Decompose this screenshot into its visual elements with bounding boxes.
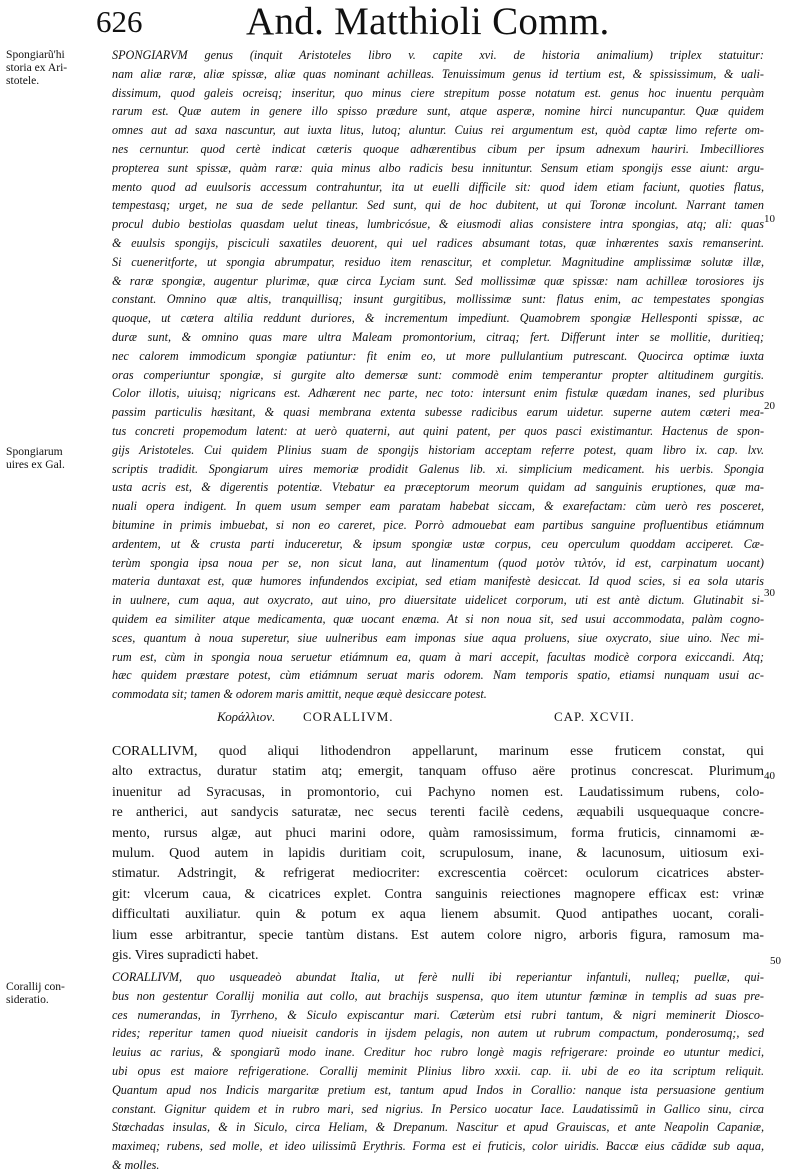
sidenote-line: uires ex Gal. [6,458,65,471]
text-line: bitumine in primis imbuebat, si non eo careret, pice. Porrò admouebat eam partibus sanguine profluentibus etiámnum [112,517,764,532]
text-line: rum est, cùm in spongia noua seruetur etiámnum ea, quam à mari accepit, facultas modicè corpora exiccandi. Atq; [112,649,764,664]
line-number: 20 [764,400,775,412]
text-line: duræ sunt, & omnino quas mare ultra Maleam promontorium, citraq; fert. Differunt inter se mollitie, duritieq; [112,329,764,344]
text-line: tempestasq; urget, ne sua de sede pellantur. Sed sunt, qui de hoc dubitent, ut qui Toronæ incolunt. Narrant tamen [112,198,764,213]
text-line: oras comperiuntur spongiæ, si gurgite alto demersæ sunt: commodè enim temperantur propter altitudinem gurgitis. [112,367,764,382]
text-line: lium esse arbitrantur, specie tantùm distans. Est autem colore nigro, arboris figura, ramosum ma- [112,926,764,942]
text-line: materia duntaxat est, quæ humores infundendos excipiat, sed etiam manifestè desiccat. Id quod scies, si ea sola utaris [112,574,764,589]
text-line: nam aliæ raræ, aliæ spissæ, aliæ quas nominant achilleas. Tenuissimum genus id tertium est, & spississimum, & uali- [112,66,764,81]
text-line: ardentem, ut & crusta parti induceretur, & ipsum spongiæ ustæ corpus, ceu operculum quoddam acciperet. Cæ- [112,536,764,551]
text-line: CORALLIVM, quo usqueadeò abundat Italia, ut ferè nulli ibi reperiantur infantuli, nulleq; puellæ, qui- [112,970,764,984]
text-line: & raræ spongiæ, augentur plurimæ, quæ circa Lyciam sunt. Sed mollissimæ quæ spissæ: nam achilleæ torosiores ijs [112,273,764,288]
line-number: 30 [764,587,775,599]
corallium-commentary [112,968,764,1175]
sidenote-line: Spongiarum [6,445,63,458]
sidenote-line: sideratio. [6,993,49,1006]
text-line: & molles. [112,1157,160,1172]
text-line: nes cernuntur. quod certè indicat cæteris quoque adhærentibus cibum per ipsum adnexum hauriri. Imbecilliores [112,141,764,156]
text-line: propterea sunt spissæ, quàm raræ: quia minus albo radicis besu innituntur. Sensum etiam spongijs esse aiunt: argu- [112,160,764,175]
line-number: 10 [764,213,775,225]
sidenote-corallij [6,980,94,1006]
text-line: constant. Gignitur quidem et in rubro mari, sed nigrius. In Persico uocatur Iace. Laudatissimũ in Gallico sinu, circa [112,1101,764,1116]
text-line: mento quod ad euulsoris accessum contrahuntur, ita ut euelli difficile sit: quod idem etiam faciunt, quoties flatus, [112,179,764,194]
chapter-heading [0,707,787,729]
text-line: mento, rursus algæ, aut phuci marini odore, quàm ramosissimum, forma fruticis, cinnamomi æ- [112,824,764,840]
text-line: nec calorem immodicum spongiæ patiuntur: fit enim eo, ut more pullulantium putrescant. Quocirca optimæ iuxta [112,348,764,363]
text-line: CORALLIVM, quod aliqui lithodendron appellarunt, marinum esse fruticem constat, qui [112,743,764,758]
text-line: ubi opus est maiore refrigeratione. Corallij meminit Plinius libro xxxii. cap. ii. ubi de eo ita scriptum reliquit. [112,1063,764,1078]
text-line: bus non gestentur Corallij monilia aut collo, aut brachijs suspensa, quo item utuntur fœminæ in templis ad suas pre- [112,988,764,1003]
text-line: quoque, ut cætera altilia reddunt duriores, & incrementum impediunt. Quamobrem spongiæ Hellesponti spissæ, ac [112,311,764,326]
text-line: & euulsis spongijs, pisciculi saxatiles deuorent, qui uel radices absumant totas, quæ inhærentes saxis remanserint. [112,235,764,250]
chapter-number: CAP. XCVII. [554,709,635,724]
text-line: scriptis tradidit. Spongiarum uires memoriæ prodidit Galenus lib. xi. simplicium medicament. his uerbis. Spongia [112,461,764,476]
text-line: dissimum, quod galeis ocreisq; inseritur, quo minus ciere strepitum posse notatum est. genus hoc inuentu perquàm [112,85,764,100]
text-line: commodata sit; tamen & odorem maris amittit, neque æquè desiccare potest. [112,687,487,702]
text-line: alto extractus, duratur statim atq; emergit, tanquam offuso aëre protinus concrescat. Plurimum [112,763,764,779]
text-line: Quantum apud nos Indicis margaritæ pretium est, tantum apud Indos in Corallio: nanque ista persuasione gentium [112,1082,764,1097]
text-line: gis. Vires supradicti habet. [112,946,259,962]
text-line: rides; reperitur tamen quod niueisit candoris in ijsdem pelagis, non autem ut rubrum compactum, ponderosumq;, sed [112,1026,764,1041]
corallium-text [112,741,764,965]
text-line: ces numerandas, in Tyrrheno, & Siculo expiscantur mari. Cæterùm etsi rubri tantum, & nigri meminerit Dioscο- [112,1007,764,1022]
text-line: quidem ea similiter atque medicamenta, quæ uocant enæma. At si non noua sit, sed usui accommodata, palàm cogno- [112,611,764,626]
text-line: re antherici, aut sandycis saturatæ, nec secus terenti facilè cedens, æquabili usquequaque concre- [112,804,764,820]
text-line: mulum. Quod autem in lapidis duritiam coit, scrupulosum, inane, & lacunosum, uitiosum exi- [112,844,764,860]
line-number: 40 [764,770,775,782]
chapter-greek-title: Κοράλλιον. [217,709,276,724]
text-line: SPONGIARVM genus (inquit Aristoteles libro v. capite xvi. de historia animalium) triplex statuitur: [112,48,764,62]
sidenote-spongiarum-historia [6,48,94,87]
text-line: stimatur. Adstringit, & refrigerat mediocriter: excrescentia coërcet: oculorum cicatrices abster- [112,865,764,881]
text-line: sces, quantum à noua superetur, siue uulneribus eam imponas siue aqua proluens, siue oxycrato, siue uino. Nec mi- [112,630,764,645]
text-line: constant. Omnino quæ altis, tranquillisq; insunt gurgitibus, mollissimæ sunt: flatus enim, ac tempestates spongias [112,292,764,307]
text-line: omnes aut ad saxa nascuntur, aut iuxta litus, lutoq; aluntur. Cuius rei argumentum est, quòd captæ limo referte om- [112,123,764,138]
text-line: nuali opera indigent. In quem usum semper eam paratam habebat siccam, & exarefactam: cùm uerò res posceret, [112,499,764,514]
text-line: git: vlcerum caua, & cicatrices explet. Contra sanguinis reiectiones magnopere efficax est: vrinæ [112,885,764,901]
text-line: in uulnere, cum aqua, aut oxycrato, aut uino, pro diuersitate uidelicet corporum, uti est antè dictum. Glutinabit si- [112,593,764,608]
text-line: passim particulis hæsitant, & quasi membrana extenta subesse radicibus earum uidetur. superne autem cæteri mea- [112,405,764,420]
text-line: Stœchadas insulas, & in Siculo, circa Heliam, & Drepanum. Nascitur et apud Grauiscas, et ante Neapolin Capaniæ, [112,1120,764,1135]
chapter-title: CORALLIVM. [303,709,394,724]
sidenote-line: Spongiarũ'hi [6,48,65,61]
spongiae-commentary [112,46,764,704]
page-header [0,0,787,46]
line-number: 50 [770,955,781,967]
text-line: terùm spongia ipsa noua per se, non sicut lana, aut linamentum (quod μοτὸν τιλτόν, id est, carpinatum uocant) [112,555,764,570]
text-line: leuius ac rarius, & spongiarũ modo inane. Creditur hoc rubro longè magis refrigerare: proinde eo utuntur medici, [112,1045,764,1060]
sidenote-line: stotele. [6,74,40,87]
text-line: procul dubio bestiolas quasdam uelut tineas, lumbricósue, & eiusmodi alias consistere intra spongias, atq; ali: quas [112,217,764,232]
text-line: rarum est. Quæ autem in genere illo spisso prædure sunt, atque asperæ, nomine hirci nuncupantur. Quæ quidem [112,104,764,119]
running-title: And. Matthioli Comm. [246,0,610,43]
page-number: 626 [96,4,143,39]
text-line: inuenitur ad Syracusas, in promontorio, cui Pachyno nomen est. Laudatissimum rubens, colo- [112,783,764,799]
text-line: Color illotis, uiuisq; nigricans est. Adhærent nec parte, nec toto: intersunt enim fistulæ quædam inanes, sed pluribus [112,386,764,401]
text-line: hæc quidem præstare potest, cùm etiámnum seruat maris odorem. Nam temporis spatio, etiamsi nunquam usui ac- [112,668,764,683]
text-line: gijs Aristoteles. Cui quidem Plinius suam de spongijs historiam acceptam referre potest, quam libro ix. cap. lxv. [112,442,764,457]
text-line: difficultati auxiliatur. quin & potum ex aqua lienem absumit. Quod antipathes uocant, corali- [112,906,764,922]
sidenote-spongiarum-uires [6,445,94,471]
sidenote-line: Corallij con- [6,980,65,993]
text-line: usta acris est, & digerentis potentiæ. Vtebatur ea præceptorum meorum quidam ad sanguinis eruptiones, quæ ma- [112,480,764,495]
text-line: maximeq; rubens, sed molle, et ideo uilissimũ Erythris. Forma est ei fruticis, color uiridis. Baccæ eius cādidæ sub aqua, [112,1139,764,1154]
sidenote-line: storia ex Ari- [6,61,68,74]
text-line: tus concreti propemodum latent: at uerò quaterni, aut quini patent, per quos pasci existimantur. Hactenus de spon- [112,423,764,438]
text-line: Si cueneritforte, ut spongia abrumpatur, residuo item renascitur, et completur. Magnitudine amplissimæ solutæ illæ, [112,254,764,269]
